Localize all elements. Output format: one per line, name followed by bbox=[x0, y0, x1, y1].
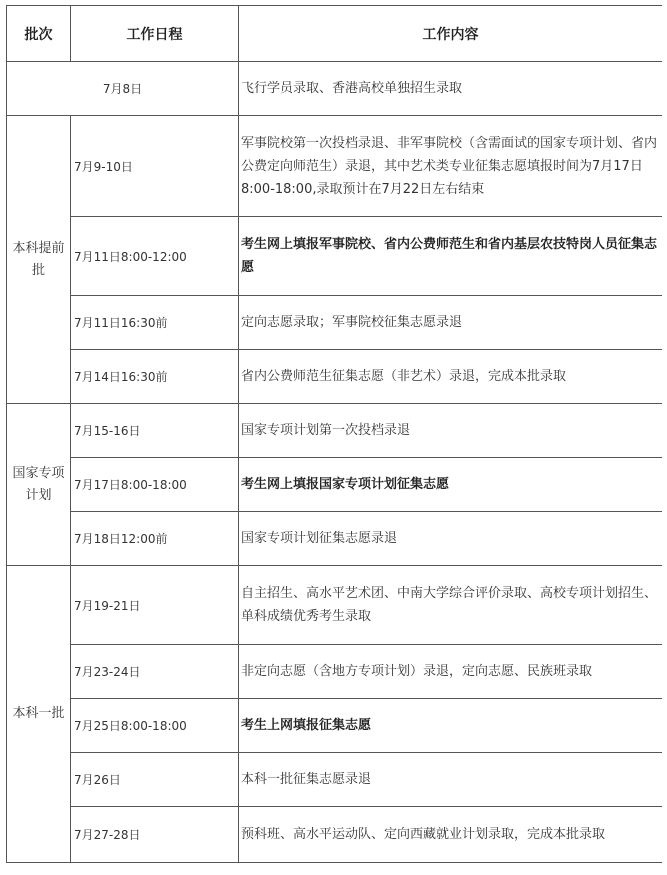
schedule-document bbox=[6, 5, 662, 875]
content-cell: 国家专项计划第一次投档录退 bbox=[239, 404, 663, 458]
batch-cell: 本科一批 bbox=[7, 566, 71, 863]
date-cell: 7月11日8:00-12:00 bbox=[71, 217, 239, 296]
table-row bbox=[7, 512, 663, 566]
date-cell: 7月17日8:00-18:00 bbox=[71, 458, 239, 512]
date-cell: 7月26日 bbox=[71, 753, 239, 807]
table-row bbox=[7, 350, 663, 404]
table-row bbox=[7, 807, 663, 863]
date-cell: 7月23-24日 bbox=[71, 645, 239, 699]
date-cell: 7月19-21日 bbox=[71, 566, 239, 645]
header-row bbox=[7, 6, 663, 62]
table-row bbox=[7, 753, 663, 807]
content-cell: 飞行学员录取、香港高校单独招生录取 bbox=[239, 62, 663, 116]
header-content: 工作内容 bbox=[239, 6, 663, 62]
date-cell: 7月25日8:00-18:00 bbox=[71, 699, 239, 753]
date-cell: 7月14日16:30前 bbox=[71, 350, 239, 404]
table-row bbox=[7, 566, 663, 645]
batch-cell: 国家专项计划 bbox=[7, 404, 71, 566]
table-row bbox=[7, 62, 663, 116]
content-cell: 预科班、高水平运动队、定向西藏就业计划录取，完成本批录取 bbox=[239, 807, 663, 863]
table-row bbox=[7, 699, 663, 753]
table-row bbox=[7, 296, 663, 350]
header-schedule: 工作日程 bbox=[71, 6, 239, 62]
table-row bbox=[7, 217, 663, 296]
content-cell: 定向志愿录取；军事院校征集志愿录退 bbox=[239, 296, 663, 350]
date-cell: 7月27-28日 bbox=[71, 807, 239, 863]
table-row bbox=[7, 404, 663, 458]
date-cell: 7月11日16:30前 bbox=[71, 296, 239, 350]
content-cell: 考生网上填报军事院校、省内公费师范生和省内基层农技特岗人员征集志愿 bbox=[239, 217, 663, 296]
schedule-table bbox=[6, 5, 662, 863]
table-row bbox=[7, 458, 663, 512]
date-cell: 7月9-10日 bbox=[71, 116, 239, 217]
content-cell: 考生上网填报征集志愿 bbox=[239, 699, 663, 753]
header-batch: 批次 bbox=[7, 6, 71, 62]
date-cell: 7月8日 bbox=[7, 62, 239, 116]
content-cell: 军事院校第一次投档录退、非军事院校（含需面试的国家专项计划、省内公费定向师范生）录退，其中艺术类专业征集志愿填报时间为7月17日8:00-18:00,录取预计在7月22日左右结束 bbox=[239, 116, 663, 217]
table-row bbox=[7, 645, 663, 699]
date-cell: 7月18日12:00前 bbox=[71, 512, 239, 566]
content-cell: 考生网上填报国家专项计划征集志愿 bbox=[239, 458, 663, 512]
table-row bbox=[7, 116, 663, 217]
content-cell: 自主招生、高水平艺术团、中南大学综合评价录取、高校专项计划招生、单科成绩优秀考生录取 bbox=[239, 566, 663, 645]
batch-cell: 本科提前批 bbox=[7, 116, 71, 404]
content-cell: 省内公费师范生征集志愿（非艺术）录退，完成本批录取 bbox=[239, 350, 663, 404]
content-cell: 非定向志愿（含地方专项计划）录退，定向志愿、民族班录取 bbox=[239, 645, 663, 699]
content-cell: 国家专项计划征集志愿录退 bbox=[239, 512, 663, 566]
content-cell: 本科一批征集志愿录退 bbox=[239, 753, 663, 807]
date-cell: 7月15-16日 bbox=[71, 404, 239, 458]
